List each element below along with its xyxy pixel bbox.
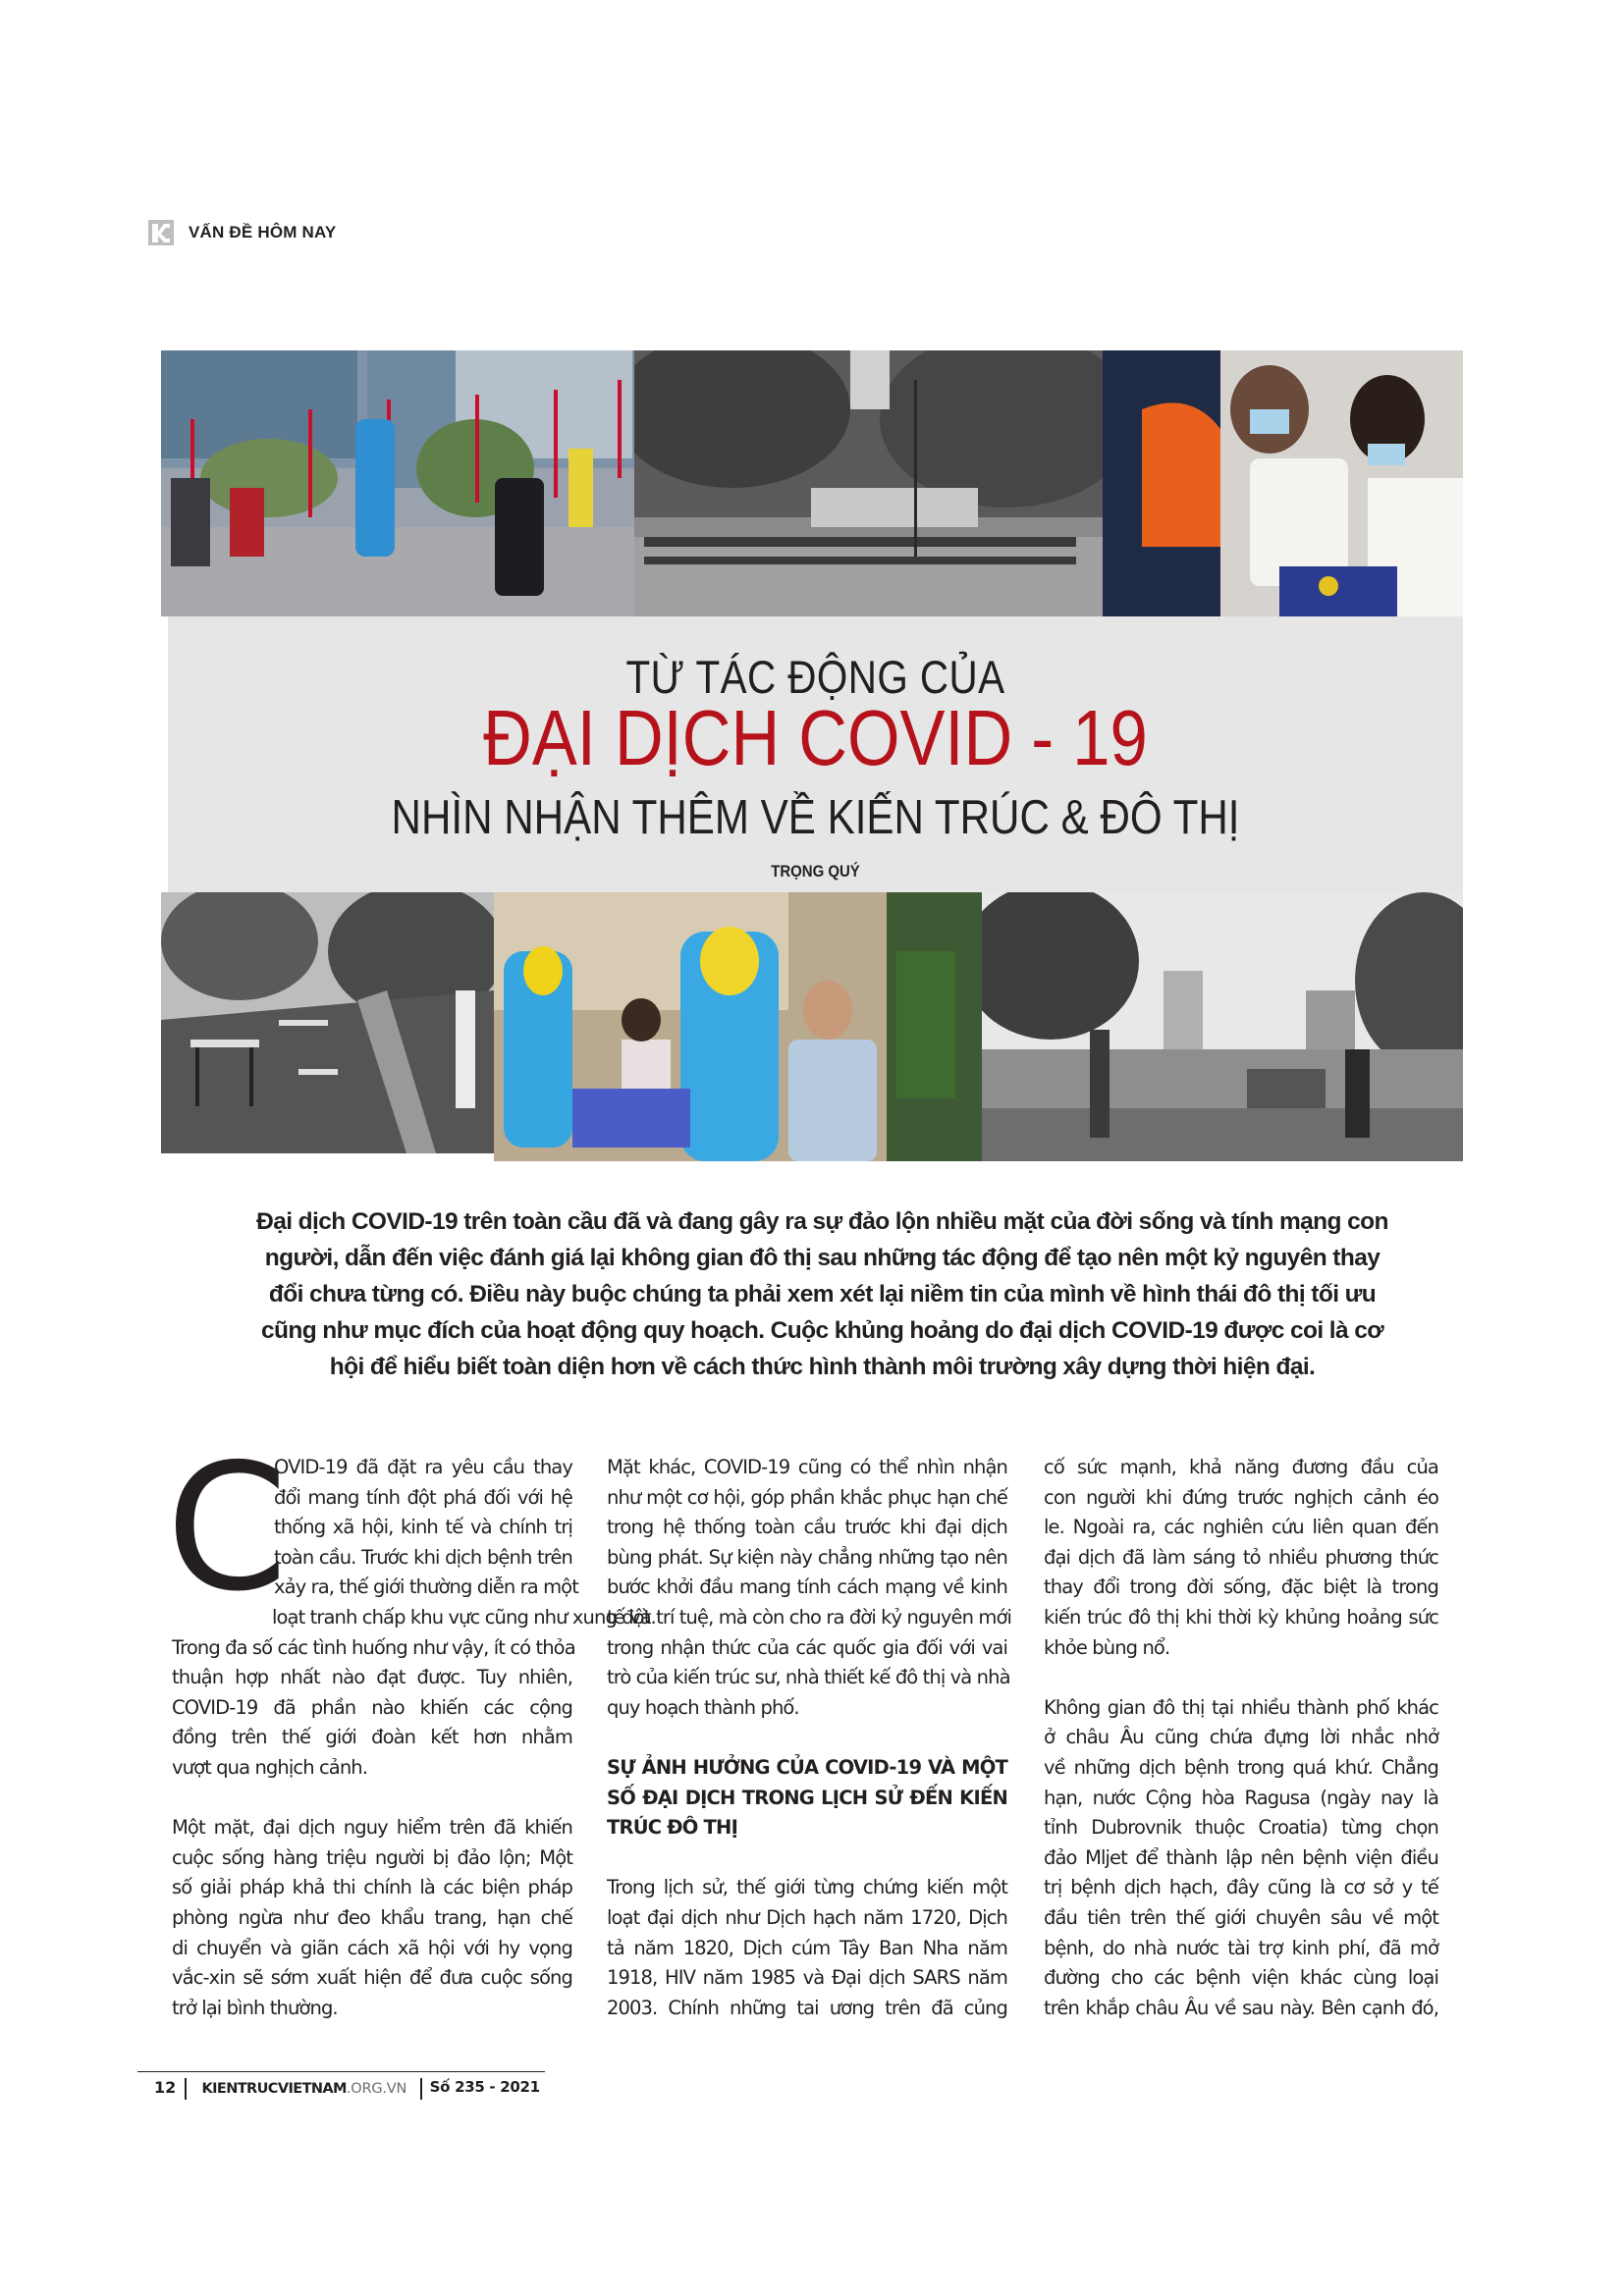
kt-logo-icon bbox=[147, 219, 175, 246]
text-line: quy hoạch thành phố. bbox=[607, 1695, 799, 1719]
heading-line: SỰ ẢNH HƯỞNG CỦA COVID-19 VÀ MỘT bbox=[607, 1755, 1007, 1779]
text-line: loạt đại dịch như Dịch hạch năm 1720, Dịch bbox=[607, 1905, 1007, 1929]
site-name-suffix: .ORG.VN bbox=[346, 2081, 407, 2097]
text-line: 1918, HIV năm 1985 và Đại dịch SARS năm bbox=[607, 1966, 1007, 1990]
covid-swab-test-photo bbox=[494, 892, 982, 1161]
site-name-bold: KIENTRUCVIETNAM bbox=[201, 2081, 347, 2097]
text-line: vượt qua nghịch cảnh. bbox=[172, 1755, 368, 1779]
lead-line: hội để hiểu biết toàn diện hơn về cách thức hình thành môi trường xây dựng thời hiện đại. bbox=[329, 1354, 1316, 1380]
body-column-2 bbox=[607, 1453, 1012, 2054]
text-line: Trong đa số các tình huống như vậy, ít có thỏa bbox=[172, 1635, 575, 1659]
text-line: trò của kiến trúc sư, nhà thiết kế đô thị và nhà bbox=[607, 1666, 1010, 1689]
section-heading bbox=[607, 1753, 1007, 1843]
text-line: về những dịch bệnh trong quá khứ. Chẳng bbox=[1044, 1755, 1438, 1779]
footer-divider bbox=[185, 2078, 187, 2100]
text-line: đường cho các bệnh viện khác cùng loại bbox=[1044, 1966, 1438, 1990]
covid-testing-queue-photo bbox=[161, 350, 634, 616]
text-line: đảo Mljet để thành lập nên bệnh viện điều bbox=[1044, 1845, 1438, 1869]
title-line-1: TỪ TÁC ĐỘNG CỦA bbox=[625, 651, 1005, 703]
paragraph bbox=[607, 1453, 1012, 1723]
text-line: Không gian đô thị tại nhiều thành phố khác bbox=[1044, 1695, 1438, 1719]
lead-line: người, dẫn đến việc đánh giá lại không gian đô thị sau những tác động để tạo nên một kỷ nguyên thay bbox=[264, 1245, 1380, 1271]
text-line: OVID-19 đã đặt ra yêu cầu thay bbox=[274, 1456, 572, 1478]
footer-divider bbox=[420, 2078, 422, 2100]
text-line: trở lại bình thường. bbox=[172, 1996, 338, 2019]
text-line: bước khởi đầu mang tính cách mạng về kinh bbox=[607, 1575, 1007, 1599]
title-band bbox=[168, 616, 1463, 892]
issue-number: Số 235 - 2021 bbox=[429, 2078, 540, 2096]
text-line: Một mặt, đại dịch nguy hiểm trên đã khiến bbox=[172, 1816, 572, 1840]
text-line: bệnh, do nhà nước tài trợ kinh phí, đã mở bbox=[1044, 1936, 1438, 1959]
text-line: thống xã hội, kinh tế và chính trị bbox=[274, 1516, 572, 1539]
page-footer bbox=[137, 2071, 545, 2108]
body-column-3 bbox=[1044, 1453, 1438, 2054]
text-line: như một cơ hội, góp phần khắc phục hạn chế bbox=[607, 1485, 1007, 1509]
title-line-3: NHÌN NHẬN THÊM VỀ KIẾN TRÚC & ĐÔ THỊ bbox=[391, 791, 1240, 844]
site-name bbox=[202, 2078, 407, 2097]
heading-line: TRÚC ĐÔ THỊ bbox=[607, 1816, 738, 1840]
text-line: vắc-xin sẽ sớm xuất hiện để đưa cuộc sống bbox=[172, 1966, 572, 1990]
text-line: số giải pháp khả thi chính là các biện pháp bbox=[172, 1876, 572, 1899]
text-line: đầu tiên trên thế giới chuyên sâu về một bbox=[1044, 1905, 1438, 1929]
text-line: con người khi đứng trước nghịch cảnh éo bbox=[1044, 1485, 1438, 1509]
paragraph bbox=[607, 1873, 1007, 2023]
text-line: toàn cầu. Trước khi dịch bệnh trên bbox=[274, 1545, 572, 1569]
text-line: đại dịch đã làm sáng tỏ nhiều phương thức bbox=[1044, 1545, 1438, 1569]
paragraph bbox=[1044, 1693, 1438, 2024]
text-line: trong nhận thức của các quốc gia đối với vai bbox=[607, 1635, 1007, 1659]
drop-cap: C bbox=[166, 1426, 288, 1629]
text-line: le. Ngoài ra, các nghiên cứu liên quan đến bbox=[1044, 1516, 1438, 1539]
text-line: Mặt khác, COVID-19 cũng có thể nhìn nhận bbox=[607, 1456, 1007, 1478]
text-line: cuộc sống hàng triệu người bị đảo lộn; Một bbox=[172, 1845, 572, 1869]
text-line: khỏe bùng nổ. bbox=[1044, 1635, 1170, 1659]
text-line: kiến trúc đô thị khi thời kỳ khủng hoảng sức bbox=[1044, 1605, 1438, 1629]
section-label: VẤN ĐỀ HÔM NAY bbox=[189, 223, 337, 241]
paragraph bbox=[172, 1813, 572, 2023]
text-line: tả năm 1820, Dịch cúm Tây Ban Nha năm bbox=[607, 1936, 1007, 1959]
lead-line: đổi chưa từng có. Điều này buộc chúng ta phải xem xét lại niềm tin của mình về hình thái đô thị tối ưu bbox=[268, 1281, 1377, 1308]
lead-paragraph bbox=[236, 1203, 1409, 1385]
text-line: xảy ra, thế giới thường diễn ra một bbox=[274, 1575, 578, 1599]
empty-park-benches-photo bbox=[634, 350, 1103, 616]
text-line: trên khắp châu Âu về sau này. Bên cạnh đó, bbox=[1044, 1996, 1438, 2019]
text-line: trị bệnh dịch hạch, đây cũng là cơ sở y tế bbox=[1044, 1876, 1438, 1899]
health-workers-children-photo bbox=[1103, 350, 1463, 616]
page-number: 12 bbox=[154, 2078, 177, 2097]
text-line: đồng trên thế giới đoàn kết hơn nhằm bbox=[172, 1726, 572, 1749]
paragraph bbox=[1044, 1453, 1438, 1663]
text-line: tế và trí tuệ, mà còn cho ra đời kỷ nguyên mới bbox=[607, 1605, 1012, 1629]
public-plaza-photo bbox=[982, 892, 1463, 1161]
text-line: đổi mang tính đột phá đối với hệ bbox=[274, 1485, 572, 1509]
text-line: phòng ngừa như đeo khẩu trang, hạn chế bbox=[172, 1905, 572, 1929]
text-line: cố sức mạnh, khả năng đương đầu của bbox=[1044, 1456, 1438, 1478]
text-line: ở châu Âu cũng chứa đựng lời nhắc nhở bbox=[1044, 1726, 1438, 1749]
text-line: trong hệ thống toàn cầu trước khi đại dịch bbox=[607, 1516, 1007, 1539]
text-line: 2003. Chính những tai ương trên đã củng bbox=[607, 1996, 1007, 2019]
outdoor-cafe-street-photo bbox=[161, 892, 494, 1153]
text-line: loạt tranh chấp khu vực cũng như xung đột. bbox=[272, 1605, 656, 1629]
text-line: hạn, nước Cộng hòa Ragusa (ngày nay là bbox=[1044, 1786, 1438, 1809]
text-line: di chuyển và giãn cách xã hội với hy vọng bbox=[172, 1936, 572, 1959]
text-line: Trong lịch sử, thế giới từng chứng kiến một bbox=[607, 1876, 1007, 1899]
text-line: thay đổi trong đời sống, đặc biệt là trong bbox=[1044, 1575, 1438, 1599]
title-headline: ĐẠI DỊCH COVID - 19 bbox=[483, 694, 1148, 781]
section-tag bbox=[147, 218, 336, 247]
lead-line: cũng như mục đích của hoạt động quy hoạch. Cuộc khủng hoảng do đại dịch COVID-19 được coi là cơ bbox=[260, 1317, 1384, 1344]
body-column-1 bbox=[166, 1426, 656, 2054]
text-line: COVID-19 đã phần nào khiến các cộng bbox=[172, 1695, 572, 1719]
author-byline: TRỌNG QUÝ bbox=[771, 862, 860, 881]
heading-line: SỐ ĐẠI DỊCH TRONG LỊCH SỬ ĐẾN KIẾN bbox=[607, 1786, 1007, 1809]
lead-line: Đại dịch COVID-19 trên toàn cầu đã và đang gây ra sự đảo lộn nhiều mặt của đời sống và tính mạng con bbox=[256, 1208, 1388, 1235]
text-line: tỉnh Dubrovnik thuộc Croatia) từng chọn bbox=[1044, 1816, 1438, 1840]
text-line: bùng phát. Sự kiện này chẳng những tạo nên bbox=[607, 1545, 1007, 1569]
text-line: thuận hợp nhất nào đạt được. Tuy nhiên, bbox=[172, 1666, 572, 1689]
